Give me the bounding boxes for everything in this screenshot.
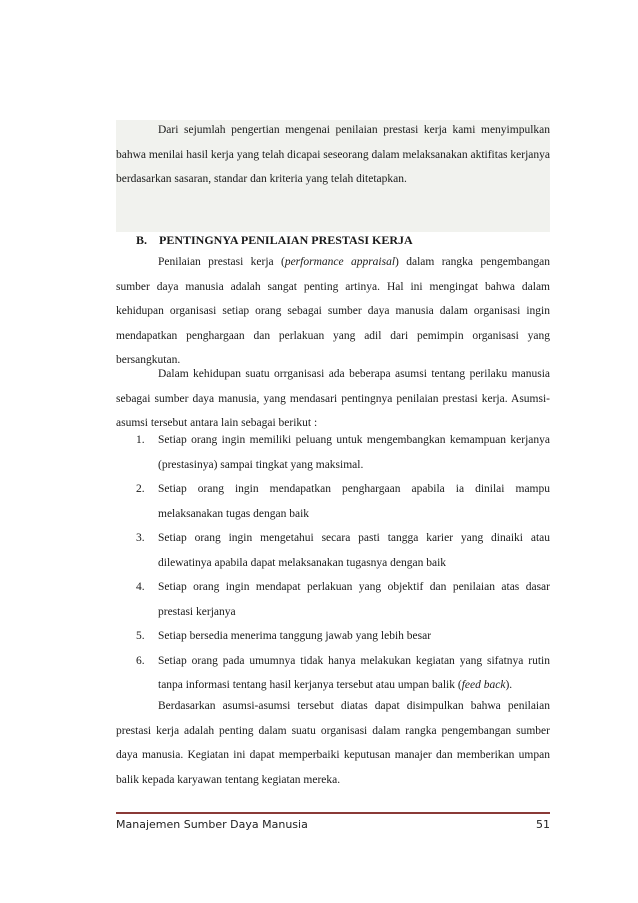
intro-paragraph: Dari sejumlah pengertian mengenai penilaian prestasi kerja kami menyimpulkan bahwa menilai hasil kerja yang telah dicapai seseorang dalam melaksanakan aktifitas kerjanya berdasarkan sasaran, standar dan kriteria yang telah ditetapkan. [116, 124, 550, 185]
intro-block [116, 120, 550, 232]
list-text: Setiap orang ingin mengetahui secara pasti tangga karier yang dinaiki atau dilewatinya apabila dapat melaksanakan tugasnya dengan baik [158, 532, 550, 569]
list-number: 2. [136, 483, 145, 495]
section-number: B. [136, 233, 148, 247]
paragraph-3-block [116, 694, 550, 798]
list-number: 6. [136, 654, 145, 667]
list-item [136, 428, 550, 477]
list-number: 5. [136, 630, 145, 642]
paragraph-1 [116, 250, 550, 373]
list-item [136, 649, 550, 698]
list-item [136, 575, 550, 624]
paragraph-1-italic: performance appraisal [284, 256, 396, 268]
footer-title: Manajemen Sumber Daya Manusia [116, 818, 308, 831]
list-text-italic: feed back [461, 679, 506, 691]
list-item [136, 477, 550, 526]
list-item [136, 526, 550, 575]
list-number: 4. [136, 581, 145, 593]
list-text: Setiap orang pada umumnya tidak hanya melakukan kegiatan yang sifatnya rutin tanpa informasi tentang hasil kerjanya tersebut atau umpan balik ( [158, 654, 550, 691]
page-number: 51 [536, 818, 550, 831]
list-text: Setiap orang ingin mendapat perlakuan yang objektif dan penilaian atas dasar prestasi kerjanya [158, 581, 550, 618]
section-title: PENTINGNYA PENILAIAN PRESTASI KERJA [159, 233, 413, 247]
section-heading [136, 233, 413, 248]
assumption-list [136, 428, 550, 698]
paragraph-1-block [116, 250, 550, 373]
list-text: Setiap bersedia menerima tanggung jawab yang lebih besar [158, 630, 432, 642]
footer-rule [116, 812, 550, 814]
paragraph-2: Dalam kehidupan suatu orrganisasi ada beberapa asumsi tentang perilaku manusia sebagai sumber daya manusia, yang mendasari pentingnya penilaian prestasi kerja. Asumsi-asumsi tersebut antara lain sebagai berikut : [116, 368, 550, 429]
list-number: 3. [136, 532, 145, 544]
list-text: Setiap orang ingin mendapatkan penghargaan apabila ia dinilai mampu melaksanakan tugas dengan baik [158, 483, 550, 520]
list-item [136, 624, 550, 649]
paragraph-2-block [116, 362, 550, 436]
paragraph-1-after: ) dalam rangka pengembangan sumber daya manusia adalah sangat penting artinya. Hal ini mengingat bahwa dalam kehidupan organisasi setiap orang sebagai sumber daya manusia dalam organisasi ingin mendapatkan penghargaan dan perlakuan yang adil dari pemimpin organisasi yang bersangkutan. [116, 256, 550, 366]
list-text-after: ). [505, 679, 513, 691]
list-number: 1. [136, 434, 145, 446]
footer [116, 818, 550, 831]
paragraph-1-before: Penilaian prestasi kerja ( [158, 256, 285, 268]
paragraph-3: Berdasarkan asumsi-asumsi tersebut diatas dapat disimpulkan bahwa penilaian prestasi kerja adalah penting dalam suatu organisasi dalam rangka pengembangan sumber daya manusia. Kegiatan ini dapat memperbaiki keputusan manajer dan memberikan umpan balik kepada karyawan tentang kegiatan mereka. [116, 700, 550, 786]
list-text: Setiap orang ingin memiliki peluang untuk mengembangkan kemampuan kerjanya (prestasinya) sampai tingkat yang maksimal. [158, 434, 550, 471]
